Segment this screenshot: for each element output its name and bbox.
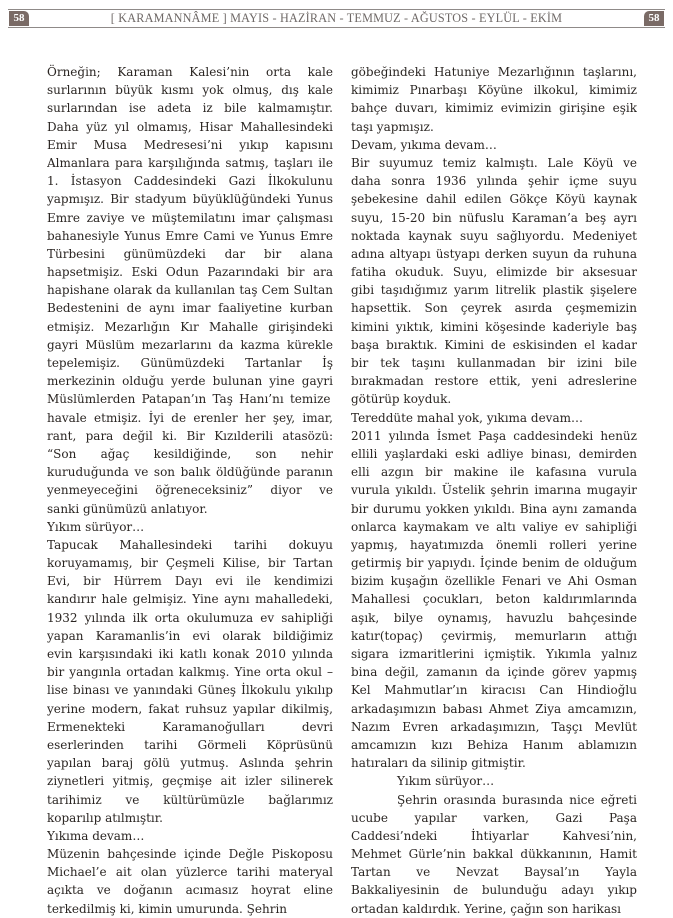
text-line: koparılıp atılmıştır.	[47, 810, 163, 825]
text-line: koruyamamış, bir Çeşmeli Kilise, bir Tartan	[47, 556, 333, 571]
text-line: Michael’e ait olan yüzlerce tarihi materyal	[47, 865, 333, 880]
text-line: aşık, bilye oynamış, havuzlu bahçesinde	[351, 610, 637, 625]
text-line: eserlerinden tarihi Görmeli Köprüsünü	[47, 737, 333, 752]
text-line: kimini yıktık, kimini köşesinde kaderiyle baş	[351, 319, 637, 334]
text-line: adına altyapı üstyapı derken suyun da ruhuna	[351, 246, 637, 261]
text-line: bina değil, zamanın da içinde görev yapmış	[351, 665, 637, 680]
text-line: tarihimiz ve kültürümüzle bağlarımız	[47, 792, 333, 807]
text-line: Mahallesi çocukları, beton kaldırımlarında	[351, 592, 637, 607]
text-line: terkedilmiş ki, kimin umurunda. Şehrin	[47, 901, 288, 916]
text-line: sanki günümüzü anlatıyor.	[47, 501, 208, 516]
text-line: kandırır hale gelmişiz. Yine aynı mahalledeki,	[47, 592, 333, 607]
text-line: açıkta ve doğanın acımasız hoyrat eline	[47, 883, 333, 898]
text-line: Bakkaliyesinin de bulunduğu adayı yıkıp	[351, 883, 637, 898]
text-line: Kel Mahmutlar’ın kiracısı Can Hindioğlu	[351, 683, 637, 698]
text-line: bir durumu yokken yıkıldı. Bina aynı zamanda	[351, 501, 637, 516]
text-line: ortadan kaldırdık. Yerine, çağın son harikası	[351, 901, 622, 916]
page-number-left: 58	[9, 11, 29, 26]
text-line: gibi taşıdığımız yarım litrelik plastik şişelere	[351, 283, 637, 298]
text-line: Nazım Evren arkadaşımızın, Taşçı Mevlüt	[351, 719, 637, 734]
text-line: yenmeyeceğini öğreneceksiniz” diyor ve	[47, 483, 333, 498]
text-line: yapmış, hayatımızda önemli rolleri yerine	[351, 537, 637, 552]
text-line: yapılan baraj gölü yutmuş. Aslında şehrin	[47, 756, 333, 771]
text-line: Ermenekteki Karamanoğulları devri	[47, 719, 333, 734]
text-line: rant, para değil ki. Bir Kızılderili atasözü:	[47, 428, 333, 443]
text-line: taşı yapmışız.	[351, 119, 434, 134]
text-line: Tapucak Mahallesindeki tarihi dokuyu	[47, 537, 333, 552]
text-line: Örneğin; Karaman Kalesi’nin orta kale	[47, 65, 333, 79]
text-line: Tereddüte mahal yok, yıkıma devam…	[351, 410, 583, 425]
text-line: 1. İstasyon Caddesindeki Gazi İlkokulunu	[47, 174, 333, 189]
text-line: daha sonra 1936 yılında şehir içme suyu	[351, 174, 637, 189]
text-line: fatiha okuduk. Suyu, elimizde bir aksesuar	[351, 265, 637, 280]
text-line: Devam, yıkıma devam…	[351, 137, 497, 152]
text-line: yapan Karamanlis’in evi olarak bildiğimiz	[47, 628, 333, 643]
text-line: Şehrin orasında burasında nice eğreti	[397, 792, 637, 807]
page-number-right: 58	[644, 11, 664, 26]
text-line: Yıkım sürüyor…	[47, 519, 145, 534]
text-line: Tartan ve Nevzat Baysal’ın Yayla	[351, 865, 637, 880]
text-line: Müzenin bahçesinde içinde Değle Piskoposu	[47, 847, 333, 862]
text-line: ziynetleri yitmiş, geçmişe ait izler silinerek	[47, 774, 333, 789]
text-line: kuruduğunda ve son balık öldüğünde paranın	[47, 465, 333, 480]
text-column-right	[351, 63, 637, 918]
text-line: evin karşısındaki iki katlı konak 2010 yılında	[47, 647, 333, 661]
text-line: Mehmet Gürle’nin bakkal dükkanının, Hamit	[351, 847, 637, 862]
text-line: hapishane olarak da kullanılan taş Cem Sultan	[47, 283, 333, 298]
text-line: göbeğindeki Hatuniye Mezarlığının taşlarını,	[351, 65, 637, 79]
text-line: bırakmadan restore ettik, yeni adreslerine	[351, 374, 637, 389]
text-line: Emir Musa Medresesi’ni yıkıp kapısını	[47, 137, 333, 152]
text-line: surlarından ise adeta iz bile kalmamıştır.	[47, 101, 333, 116]
text-line: götürüp koyduk.	[351, 392, 452, 407]
text-line: sigara izmaritlerini içmiştik. Yıkımla yalnız	[351, 647, 637, 661]
text-line: etmişiz. Mezarlığın Kır Mahalle girişindeki	[47, 319, 333, 334]
text-line: ellili yaşlardaki eski adliye binası, demirden	[351, 446, 637, 461]
text-line: vurula yıkıldı. Üstelik şehrin imarına mugayir	[351, 483, 637, 498]
text-line: noktada kaynak suyu sağlıyordu. Medeniyet	[351, 228, 637, 243]
text-line: Bedestenini de aynı imar faaliyetine kurban	[47, 301, 333, 316]
text-line: yapmışız. Bir stadyum büyüklüğündeki Yunus	[47, 192, 333, 207]
text-line: katır(topaç) çevirmiş, memurların attığı	[351, 628, 637, 643]
text-line: gayri Müslüm mezarlarını da kazma kürekle	[47, 337, 333, 352]
text-line: Bir suyumuz temiz kalmıştı. Lale Köyü ve	[351, 155, 637, 170]
text-line: 1932 yılında ilk orta okulumuza ev sahipliği	[47, 610, 333, 625]
text-line: Daha yüz yıl olmamış, Hisar Mahallesindeki	[47, 119, 333, 134]
text-line: lise binası ve yanındaki Güneş İlkokulu yıkılıp	[47, 683, 333, 698]
text-line: arkadaşımızın babası Ahmet Ziya amcamızın,	[351, 701, 637, 716]
text-line: havale etmişiz. İyi de erenler her şey, imar,	[47, 410, 333, 425]
text-line: merkezinin olduğu yerde bulunan yine gayri	[47, 374, 333, 389]
text-line: 2011 yılında İsmet Paşa caddesindeki henüz	[351, 428, 637, 443]
text-line: elli azgın bir makine ile kafasına vurula	[351, 465, 637, 480]
text-line: Yıkıma devam…	[47, 828, 145, 843]
text-line: amcamızın kızı Behiza Hanım ablamızın	[351, 737, 637, 752]
text-line: hapsettik. Son çeyrek asırda çeşmemizin	[351, 301, 637, 316]
text-line: bir tek taşını kullanmadan bir izini bile	[351, 356, 637, 370]
text-line: hapsetmişiz. Eski Odun Pazarındaki bir ara	[47, 265, 333, 280]
text-line: yerine modern, fakat ruhsuz yapılar dikilmiş,	[47, 701, 333, 716]
text-line: Müslümlerden Patapan’ın Taş Hanı’nı temize	[47, 392, 331, 407]
text-line: bir yangınla ortadan kalkmış. Yine orta okul –	[47, 665, 333, 680]
text-line: ucube yapılar varken, Gazi Paşa	[351, 810, 637, 825]
text-line: Caddesi’ndeki İhtiyarlar Kahvesi’nin,	[351, 828, 637, 843]
text-line: bizim kuşağın özellikle Fenari ve Ahi Osman	[351, 574, 637, 589]
text-line: Emre zaviye ve müştemilatını imar çalışması	[47, 210, 333, 225]
text-line: Türbesini günümüzdeki dar bir alana	[47, 246, 333, 261]
text-line: getirmiş bir yapıydı. İçinde benim de olduğum	[351, 556, 637, 571]
text-line: başa bıraktık. Kimini de eskisinden el kadar	[351, 337, 637, 352]
text-line: hatıraları da silinip gitmiştir.	[351, 756, 526, 771]
text-line: şebekesine dahil edilen Gökçe Köyü kaynak	[351, 192, 637, 207]
text-line: bahanesiyle Yunus Emre Cami ve Yunus Emre	[47, 228, 333, 243]
text-line: surlarının büyük kısmı yok olmuş, dış kale	[47, 83, 333, 98]
running-header-title: [ KARAMANNÂME ] MAYIS - HAZİRAN - TEMMUZ - AĞUSTOS - EYLÜL - EKİM	[110, 11, 563, 25]
text-line: Almanlara para karşılığında satmış, taşları ile	[47, 155, 333, 170]
page-header	[8, 9, 665, 28]
text-line: “Son ağaç kesildiğinde, son nehir	[47, 446, 333, 461]
text-column-left	[47, 63, 333, 918]
text-line: Evi, bir Hürrem Dayı evi ile kendimizi	[47, 574, 333, 589]
text-line: bahçe duvarı, kimimiz evimizin girişine eşik	[351, 101, 637, 116]
text-line: kimimiz Pınarbaşı Köyüne ilkokul, kimimiz	[351, 83, 637, 98]
text-line: suyu, 15-20 bin nüfuslu Karaman’a beş ayrı	[351, 210, 637, 225]
text-line: Yıkım sürüyor…	[397, 774, 495, 789]
text-line: onlarca kaymakam ve altı valiye ev sahipliği	[351, 519, 637, 534]
text-line: tepelemişiz. Günümüzdeki Tartanlar İş	[47, 356, 333, 370]
